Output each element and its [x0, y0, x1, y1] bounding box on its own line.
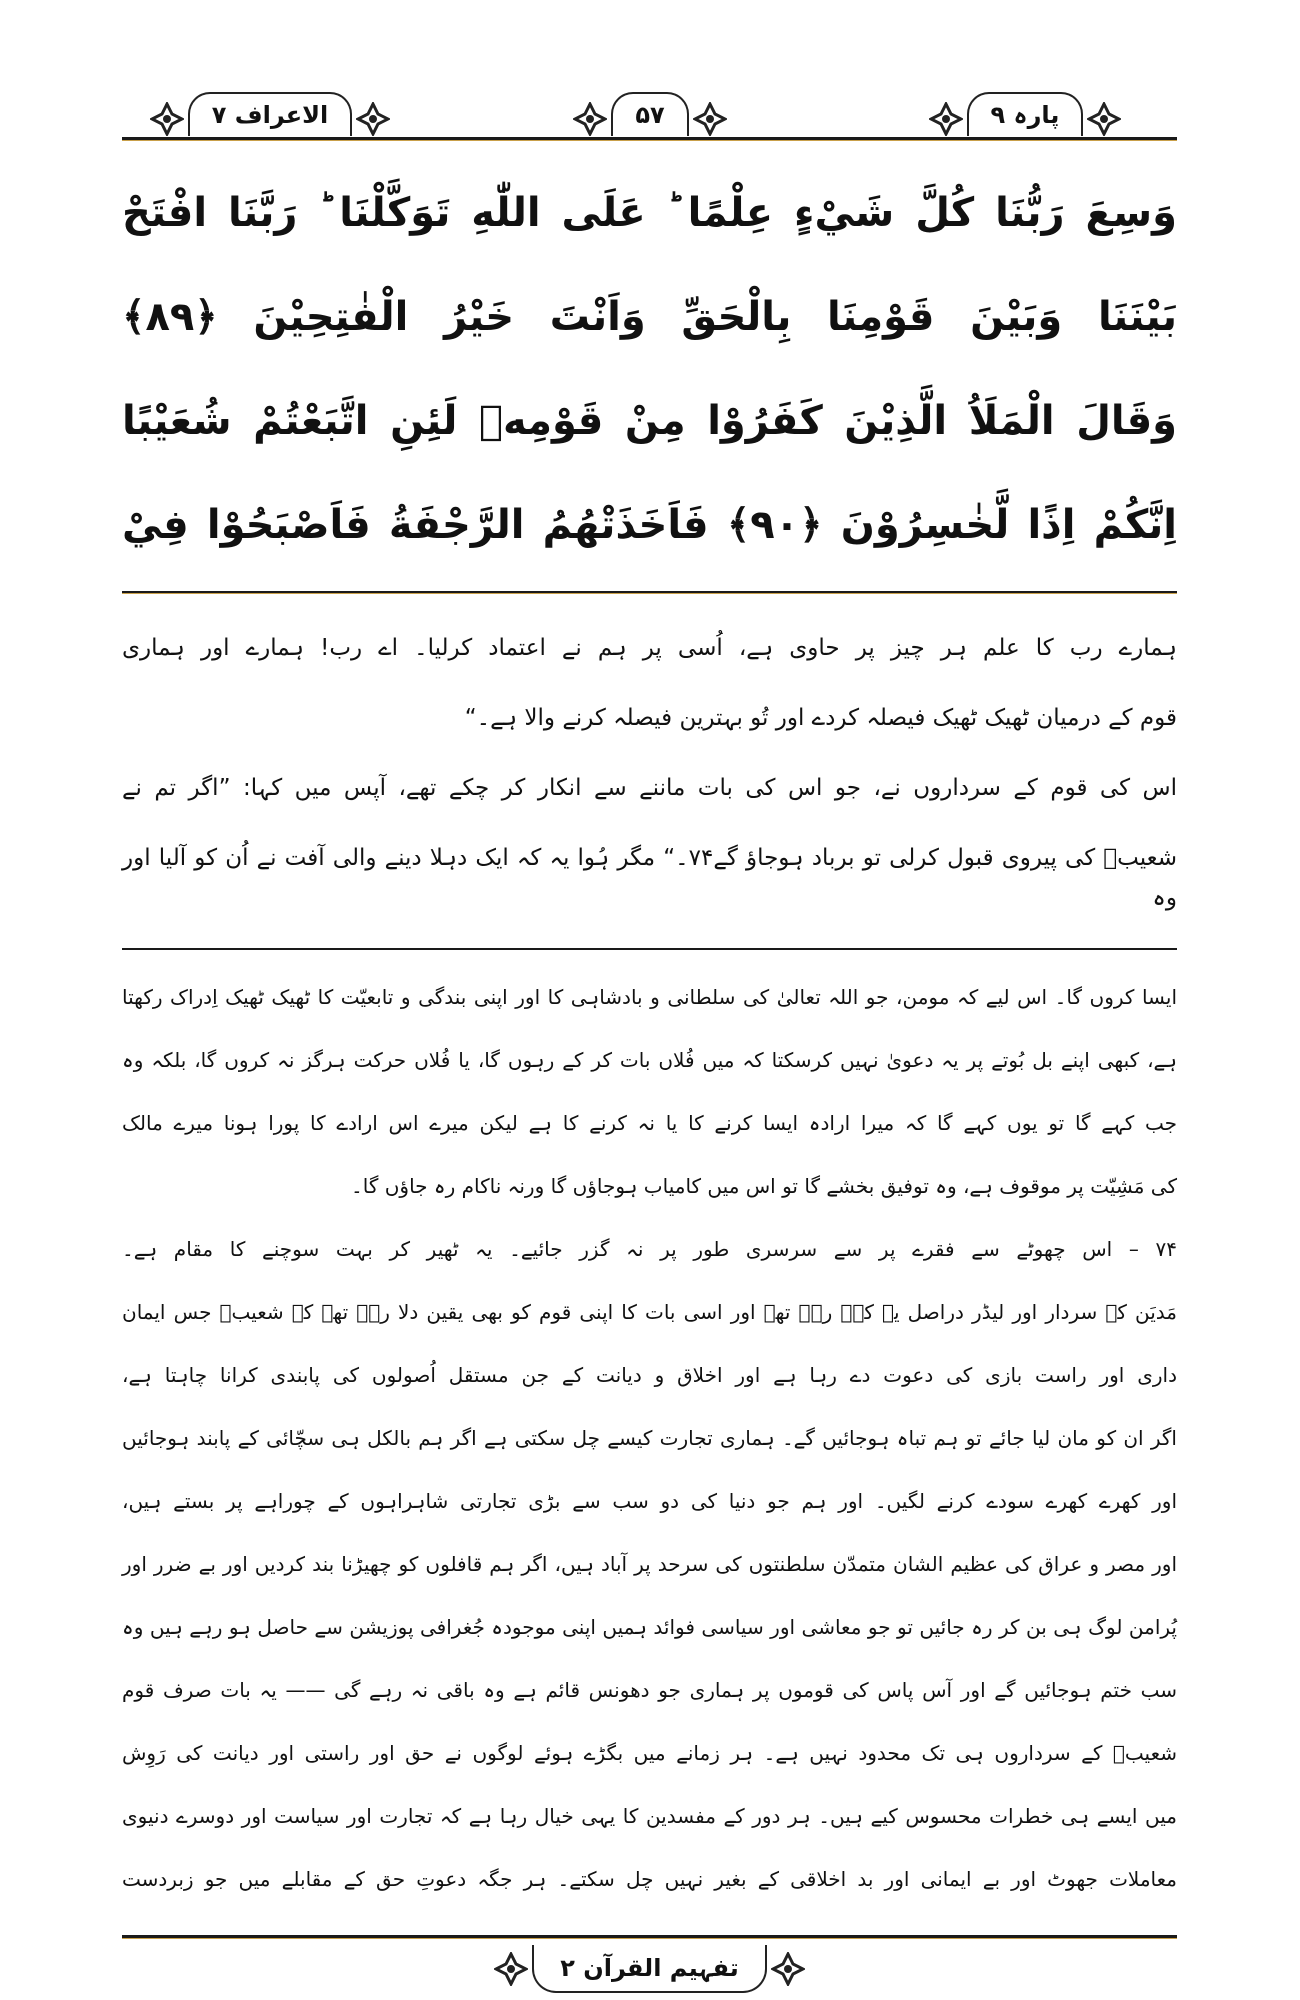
commentary-line: اور مصر و عراق کی عظیم الشان متمدّن سلطنتوں کی سرحد پر آباد ہیں، اگر ہم قافلوں کو چھیڑنا بند کردیں اور بے ضرر اور [122, 1552, 1177, 1576]
footer-book-title [122, 1939, 1177, 1999]
translation-block [122, 594, 1177, 918]
header-para [870, 92, 1180, 136]
commentary-line: کی مَشِیّت پر موقوف ہے، وہ توفیق بخشے گا تو اس میں کامیاب ہوجاؤں گا ورنہ ناکام رہ جاؤں گا۔ [351, 1174, 1177, 1198]
translation-line: قوم کے درمیان ٹھیک ٹھیک فیصلہ کردے اور تُو بہترین فیصلہ کرنے والا ہے۔“ [464, 705, 1177, 731]
ornament-icon [693, 102, 727, 136]
commentary-line: سب ختم ہوجائیں گے اور آس پاس کی قوموں پر ہماری جو دھونس قائم ہے وہ باقی نہ رہے گی —— یہ بات صرف قوم [122, 1678, 1177, 1702]
ornament-icon [929, 102, 963, 136]
book-title: تفہیم القرآن ۲ [532, 1945, 766, 1993]
commentary-line: شعیبؑ کے سرداروں ہی تک محدود نہیں ہے۔ ہر زمانے میں بگڑے ہوئے لوگوں نے حق اور راستی اور دیانت کی رَوِش [122, 1741, 1177, 1765]
arabic-text-block [122, 141, 1177, 591]
ornament-icon [494, 1952, 528, 1986]
commentary-line: اور کھرے کھرے سودے کرنے لگیں۔ اور ہم جو دنیا کی دو سب سے بڑی تجارتی شاہراہوں کے چوراہے پر بستے ہیں، [122, 1489, 1177, 1513]
commentary-block [122, 950, 1177, 1935]
surah-name: الاعراف ۷ [188, 92, 353, 136]
commentary-line: ایسا کروں گا۔ اس لیے کہ مومن، جو اللہ تعالیٰ کی سلطانی و بادشاہی کا اور اپنی بندگی و تابعیّت کا ٹھیک ٹھیک اِدراک رکھتا [122, 985, 1177, 1009]
header-surah [120, 92, 420, 136]
commentary-line: معاملات جھوٹ اور بے ایمانی اور بد اخلاقی کے بغیر نہیں چل سکتے۔ ہر جگہ دعوتِ حق کے مقابلے میں جو زبردست [122, 1867, 1177, 1891]
page-number: ۵۷ [611, 92, 688, 136]
ornament-icon [1087, 102, 1121, 136]
commentary-line: اگر ان کو مان لیا جائے تو ہم تباہ ہوجائیں گے۔ ہماری تجارت کیسے چل سکتی ہے اگر ہم بالکل ہی سچّائی کے پابند ہوجائیں [122, 1426, 1177, 1450]
translation-line: شعیبؑ کی پیروی قبول کرلی تو برباد ہوجاؤ گے۷۴۔“ مگر ہُوا یہ کہ ایک دہلا دینے والی آفت نے اُن کو آلیا اور وہ [122, 845, 1178, 911]
ornament-icon [573, 102, 607, 136]
header-page-number [530, 92, 770, 136]
ornament-icon [356, 102, 390, 136]
ornament-icon [771, 1952, 805, 1986]
arabic-line: وَقَالَ الْمَلَاُ الَّذِيْنَ كَفَرُوْا مِنْ قَوْمِهٖ لَئِنِ اتَّبَعْتُمْ شُعَيْبًا [122, 398, 1177, 444]
arabic-line: اِنَّكُمْ اِذًا لَّخٰسِرُوْنَ ﴿٩٠﴾ فَاَخَذَتْهُمُ الرَّجْفَةُ فَاَصْبَحُوْا فِيْ [122, 502, 1177, 548]
commentary-note-heading: ۷۴ – اس چھوٹے سے فقرے پر سے سرسری طور پر نہ گزر جائیے۔ یہ ٹھیر کر بہت سوچنے کا مقام ہے۔ [122, 1237, 1177, 1261]
para-number: پارہ ۹ [967, 92, 1084, 136]
commentary-line: جب کہے گا تو یوں کہے گا کہ میرا ارادہ ایسا کرنے کا یا نہ کرنے کا ہے لیکن میرے اس ارادے کا پورا ہونا میرے مالک [122, 1111, 1177, 1135]
commentary-line: ہے، کبھی اپنے بل بُوتے پر یہ دعویٰ نہیں کرسکتا کہ میں فُلاں بات کر کے رہوں گا، یا فُلاں حرکت ہرگز نہ کروں گا، بلکہ وہ [122, 1048, 1177, 1072]
translation-line: اس کی قوم کے سرداروں نے، جو اس کی بات ماننے سے انکار کر چکے تھے، آپس میں کہا: ”اگر تم نے [122, 775, 1177, 801]
arabic-line: بَيْنَنَا وَبَيْنَ قَوْمِنَا بِالْحَقِّ وَاَنْتَ خَيْرُ الْفٰتِحِيْنَ ﴿٨٩﴾ [122, 294, 1177, 340]
commentary-line: میں ایسے ہی خطرات محسوس کیے ہیں۔ ہر دور کے مفسدین کا یہی خیال رہا ہے کہ تجارت اور سیاست اور دوسرے دنیوی [122, 1804, 1177, 1828]
translation-line: ہمارے رب کا علم ہر چیز پر حاوی ہے، اُسی پر ہم نے اعتماد کرلیا۔ اے رب! ہمارے اور ہماری [122, 635, 1177, 661]
page-column [122, 137, 1177, 1999]
ornament-icon [150, 102, 184, 136]
commentary-line: داری اور راست بازی کی دعوت دے رہا ہے اور اخلاق و دیانت کے جن مستقل اُصولوں کی پابندی کرانا چاہتا ہے، [122, 1363, 1177, 1387]
commentary-line: مَدیَن کے سردار اور لیڈر دراصل یہ کہہ رہے تھے اور اسی بات کا اپنی قوم کو بھی یقین دلا رہے تھے کہ شعیبؑ جس ایمان [122, 1300, 1177, 1324]
commentary-line: پُرامن لوگ ہی بن کر رہ جائیں تو جو معاشی اور سیاسی فوائد ہمیں اپنی موجودہ جُغرافی پوزیشن سے حاصل ہو رہے ہیں وہ [122, 1615, 1177, 1639]
arabic-line: وَسِعَ رَبُّنَا كُلَّ شَيْءٍ عِلْمًا ؕ عَلَى اللّٰهِ تَوَكَّلْنَا ؕ رَبَّنَا افْتَحْ [122, 190, 1177, 236]
